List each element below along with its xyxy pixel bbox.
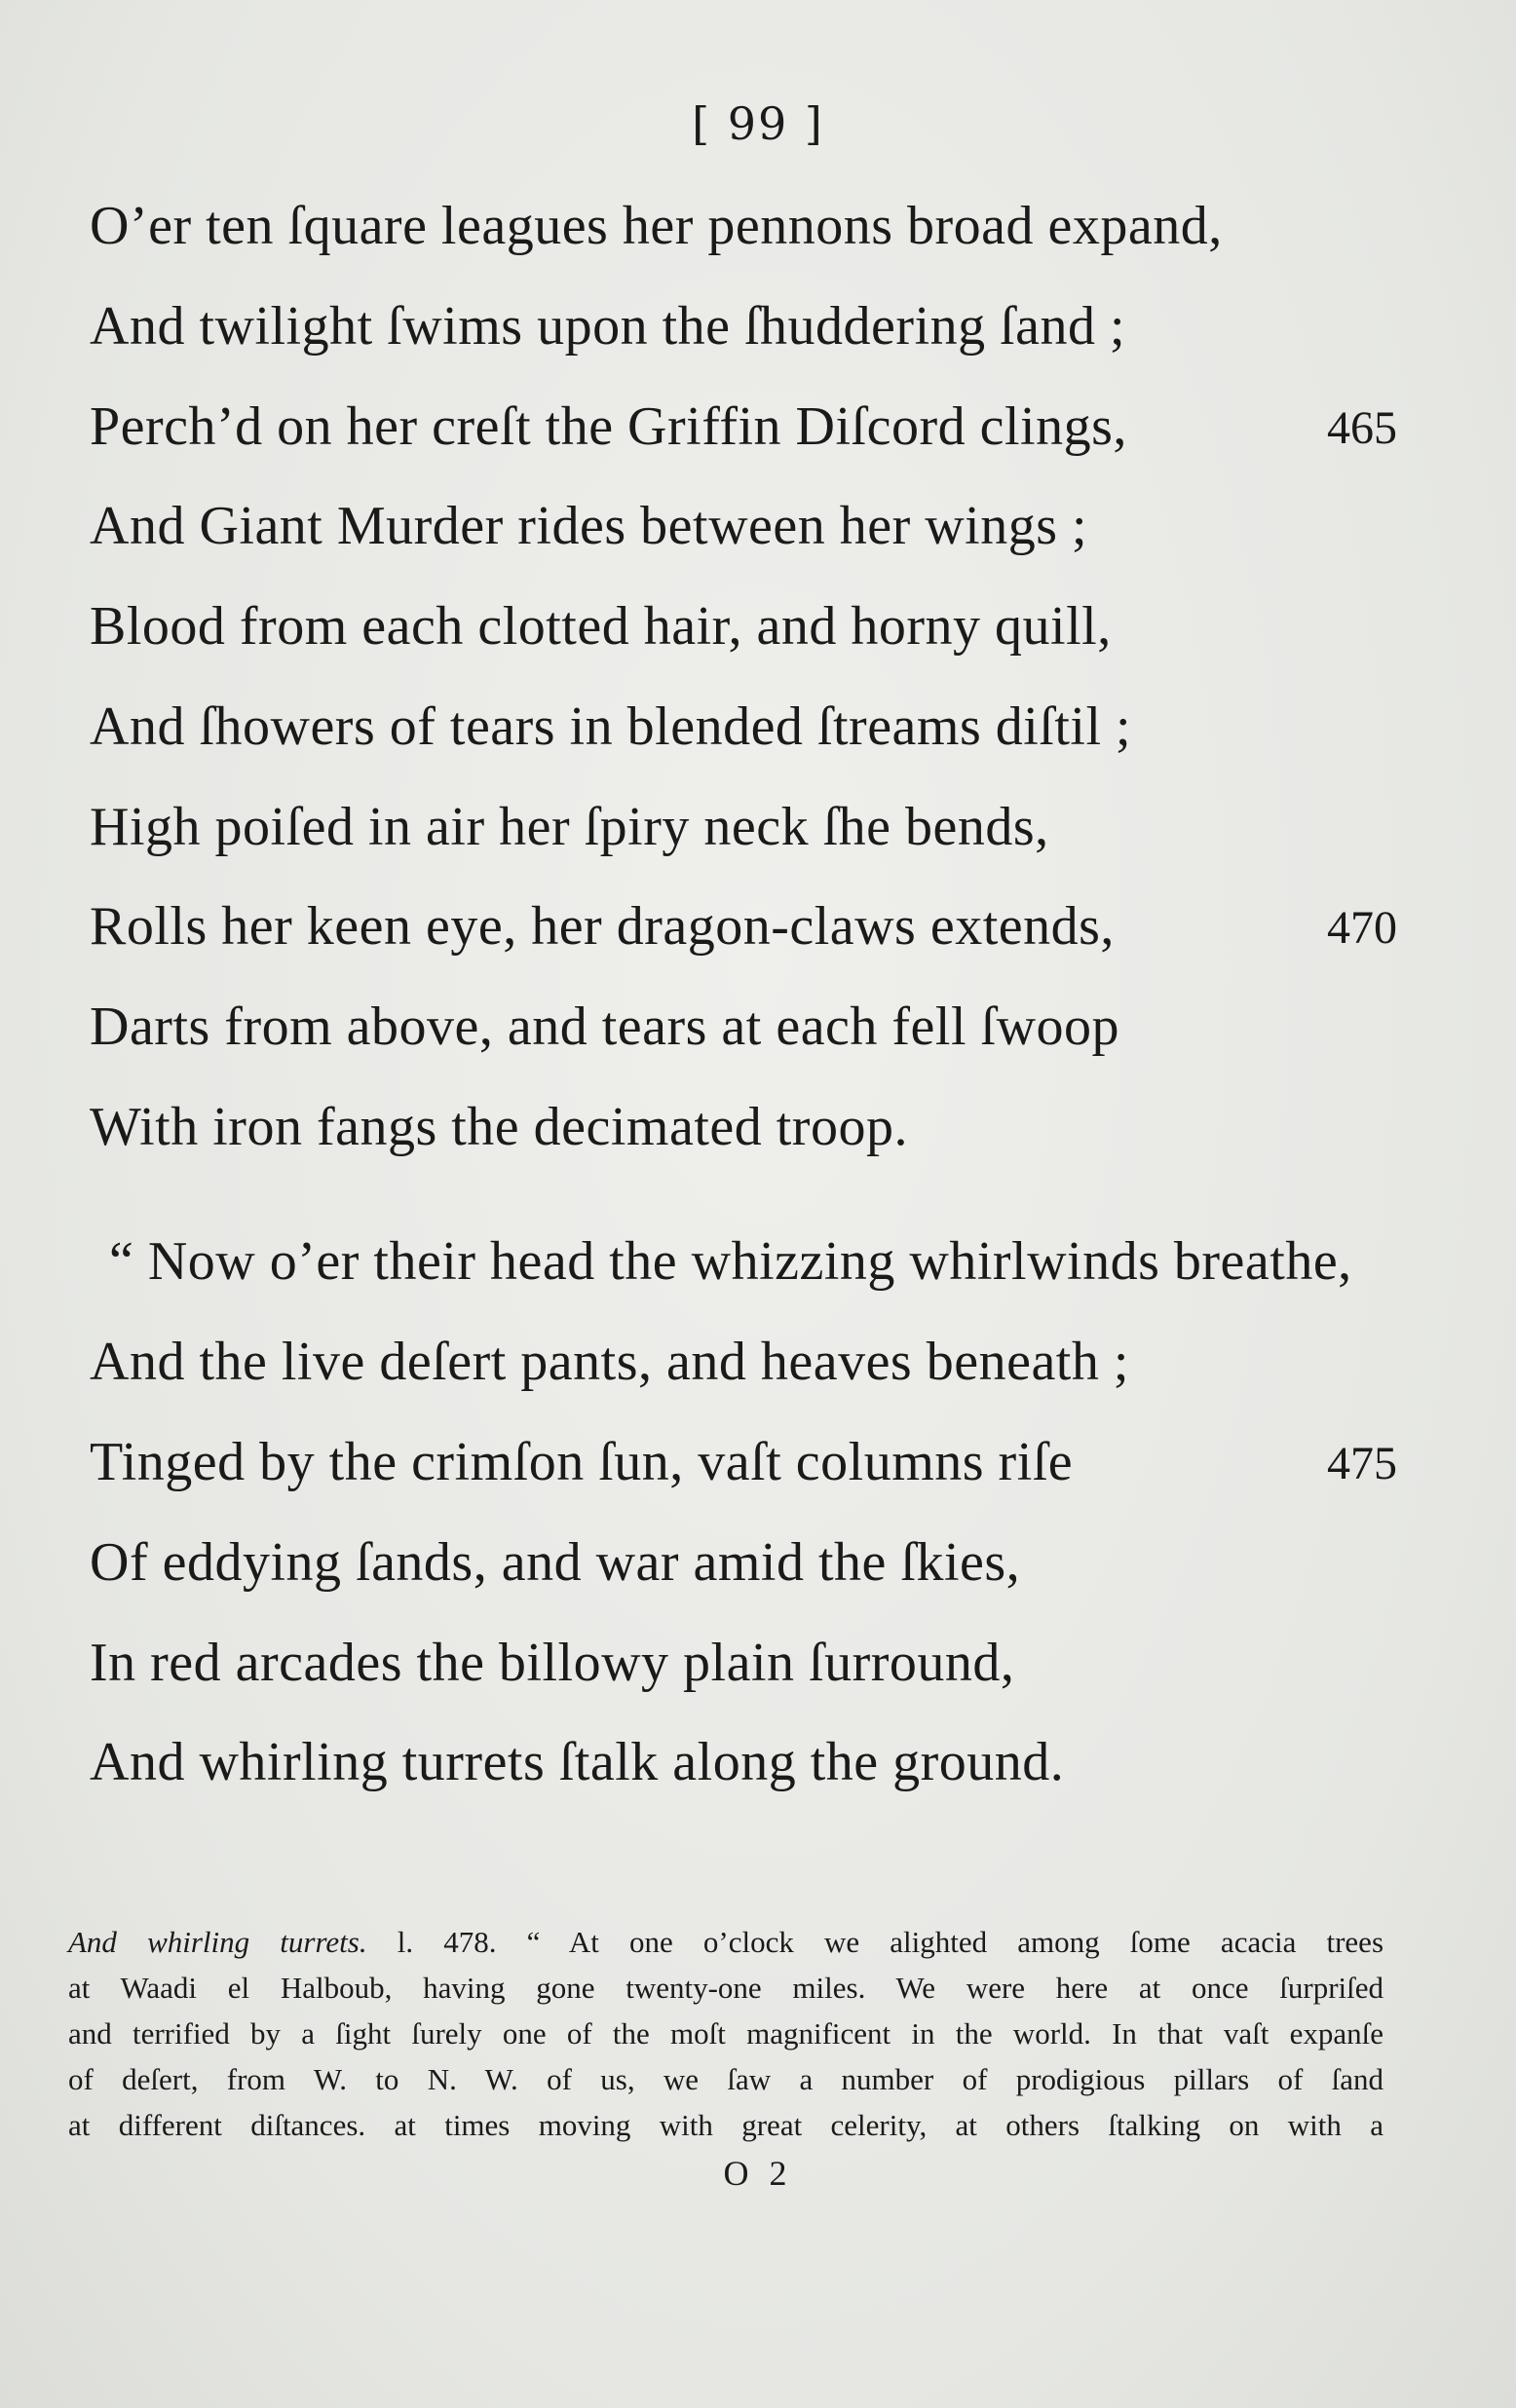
footnote-text: l. 478. “ At one o’clock we alighted among ſome acacia trees [397,1925,1384,1959]
footnote-line: at different diſtances. at times moving with great celerity, at others ſtalking on with a [68,2108,1383,2142]
verse-line: Rolls her keen eye, her dragon-claws extends, [90,896,1115,957]
verse-line: O’er ten ſquare leagues her pennons broad expand, [90,196,1223,256]
footnote-line: and terrified by a ſight ſurely one of the moſt magnificent in the world. In that vaſt expanſe [68,2016,1383,2051]
line-number: 475 [1327,1438,1397,1489]
footnote-line [68,1919,1383,1965]
footnote [68,1919,1383,2148]
verse-line: Perch’d on her creſt the Griffin Diſcord clings, [90,396,1127,457]
verse-line: And Giant Murder rides between her wings ; [90,496,1088,556]
line-number: 465 [1327,402,1397,454]
verse-line: With iron fangs the decimated troop. [90,1097,908,1157]
signature-mark: O 2 [723,2154,793,2193]
line-number: 470 [1327,902,1397,954]
verse-line: And whirling turrets ſtalk along the ground. [90,1732,1065,1792]
verse-line: Tinged by the crimſon ſun, vaſt columns riſe [90,1432,1074,1492]
verse-line: Darts from above, and tears at each fell ſwoop [90,997,1120,1057]
footnote-line: at Waadi el Halboub, having gone twenty-one miles. We were here at once ſurpriſed [68,1971,1383,2005]
footnote-line: of deſert, from W. to N. W. of us, we ſaw a number of prodigious pillars of ſand [68,2062,1383,2096]
verse-line: And the live deſert pants, and heaves beneath ; [90,1332,1129,1392]
verse-line: “ Now o’er their head the whizzing whirlwinds breathe, [109,1231,1352,1292]
footnote-reference: And whirling turrets. [68,1925,367,1959]
verse-line: And ſhowers of tears in blended ſtreams diſtil ; [90,696,1132,757]
verse-line: And twilight ſwims upon the ſhuddering ſand ; [90,296,1126,357]
verse-line: In red arcades the billowy plain ſurround, [90,1633,1015,1693]
verse-line: Blood from each clotted hair, and horny quill, [90,596,1112,657]
verse-line: Of eddying ſands, and war amid the ſkies, [90,1532,1021,1593]
page-number: [ 99 ] [692,97,824,150]
verse-line: High poiſed in air her ſpiry neck ſhe bends, [90,797,1049,857]
